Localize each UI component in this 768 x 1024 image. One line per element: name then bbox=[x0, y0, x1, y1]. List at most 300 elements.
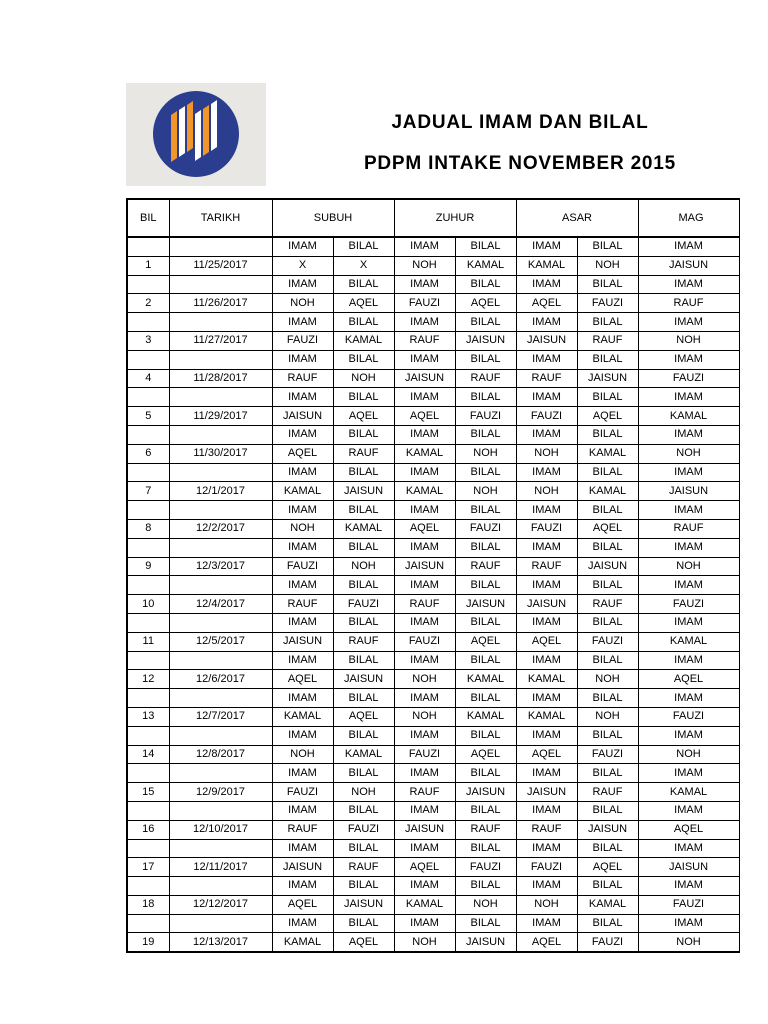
bil-empty-cell bbox=[127, 764, 169, 783]
role-cell: BILAL bbox=[455, 801, 516, 820]
name-cell: JAISUN bbox=[455, 783, 516, 802]
role-row bbox=[127, 689, 739, 708]
name-cell: JAISUN bbox=[455, 933, 516, 952]
role-cell: IMAM bbox=[516, 839, 577, 858]
name-cell: RAUF bbox=[272, 369, 333, 388]
tarikh-cell: 12/6/2017 bbox=[169, 670, 272, 689]
role-row bbox=[127, 613, 739, 632]
name-cell: KAMAL bbox=[455, 670, 516, 689]
table-row bbox=[127, 895, 739, 914]
role-cell: BILAL bbox=[333, 463, 394, 482]
bil-empty-cell bbox=[127, 839, 169, 858]
name-cell: KAMAL bbox=[333, 519, 394, 538]
bil-cell: 9 bbox=[127, 557, 169, 576]
tarikh-empty-cell bbox=[169, 576, 272, 595]
role-cell: BILAL bbox=[577, 801, 638, 820]
bil-cell: 15 bbox=[127, 783, 169, 802]
tarikh-cell: 11/28/2017 bbox=[169, 369, 272, 388]
bil-cell: 13 bbox=[127, 707, 169, 726]
name-cell: NOH bbox=[638, 331, 739, 350]
role-cell: BILAL bbox=[455, 839, 516, 858]
bil-empty-cell bbox=[127, 463, 169, 482]
tarikh-cell: 12/12/2017 bbox=[169, 895, 272, 914]
name-cell: KAMAL bbox=[272, 707, 333, 726]
bil-cell: 19 bbox=[127, 933, 169, 952]
name-cell: JAISUN bbox=[455, 595, 516, 614]
role-cell: IMAM bbox=[272, 576, 333, 595]
role-cell: IMAM bbox=[516, 538, 577, 557]
role-cell: IMAM bbox=[516, 425, 577, 444]
role-cell: IMAM bbox=[394, 839, 455, 858]
role-cell: IMAM bbox=[394, 914, 455, 933]
tarikh-empty-cell bbox=[169, 313, 272, 332]
name-cell: FAUZI bbox=[577, 933, 638, 952]
name-cell: AQEL bbox=[577, 519, 638, 538]
column-header-tarikh: TARIKH bbox=[169, 199, 272, 237]
role-cell: IMAM bbox=[272, 764, 333, 783]
name-cell: JAISUN bbox=[516, 331, 577, 350]
role-cell: BILAL bbox=[333, 726, 394, 745]
role-cell: IMAM bbox=[394, 764, 455, 783]
role-cell: IMAM bbox=[638, 388, 739, 407]
role-cell: IMAM bbox=[516, 463, 577, 482]
institution-logo-icon bbox=[126, 83, 266, 186]
name-cell: RAUF bbox=[516, 369, 577, 388]
bil-cell: 6 bbox=[127, 444, 169, 463]
column-header-maghrib: MAG bbox=[638, 199, 739, 237]
role-row bbox=[127, 877, 739, 896]
role-cell: IMAM bbox=[394, 613, 455, 632]
role-row bbox=[127, 501, 739, 520]
name-cell: JAISUN bbox=[516, 595, 577, 614]
role-cell: IMAM bbox=[272, 726, 333, 745]
bil-cell: 3 bbox=[127, 331, 169, 350]
name-cell: KAMAL bbox=[394, 895, 455, 914]
name-cell: AQEL bbox=[516, 294, 577, 313]
role-cell: IMAM bbox=[516, 501, 577, 520]
bil-cell: 16 bbox=[127, 820, 169, 839]
bil-cell: 12 bbox=[127, 670, 169, 689]
name-cell: NOH bbox=[394, 670, 455, 689]
name-cell: NOH bbox=[577, 256, 638, 275]
bil-empty-cell bbox=[127, 538, 169, 557]
name-cell: RAUF bbox=[272, 595, 333, 614]
name-cell: NOH bbox=[638, 444, 739, 463]
name-cell: AQEL bbox=[333, 707, 394, 726]
role-cell: BILAL bbox=[333, 914, 394, 933]
tarikh-empty-cell bbox=[169, 877, 272, 896]
role-cell: IMAM bbox=[516, 237, 577, 256]
bil-empty-cell bbox=[127, 501, 169, 520]
role-cell: IMAM bbox=[638, 425, 739, 444]
role-cell: IMAM bbox=[272, 801, 333, 820]
role-cell: BILAL bbox=[455, 877, 516, 896]
role-cell: IMAM bbox=[638, 839, 739, 858]
role-cell: IMAM bbox=[516, 801, 577, 820]
role-cell: IMAM bbox=[638, 726, 739, 745]
name-cell: KAMAL bbox=[516, 670, 577, 689]
role-cell: IMAM bbox=[638, 613, 739, 632]
name-cell: FAUZI bbox=[455, 519, 516, 538]
tarikh-cell: 12/11/2017 bbox=[169, 858, 272, 877]
name-cell: FAUZI bbox=[638, 595, 739, 614]
role-row bbox=[127, 463, 739, 482]
name-cell: AQEL bbox=[455, 294, 516, 313]
role-cell: IMAM bbox=[638, 350, 739, 369]
table-row bbox=[127, 331, 739, 350]
name-cell: JAISUN bbox=[333, 670, 394, 689]
column-header-subuh: SUBUH bbox=[272, 199, 394, 237]
name-cell: NOH bbox=[455, 482, 516, 501]
name-cell: RAUF bbox=[394, 331, 455, 350]
role-row bbox=[127, 764, 739, 783]
bil-empty-cell bbox=[127, 237, 169, 256]
name-cell: FAUZI bbox=[272, 557, 333, 576]
name-cell: JAISUN bbox=[577, 820, 638, 839]
table-row bbox=[127, 557, 739, 576]
tarikh-cell: 12/3/2017 bbox=[169, 557, 272, 576]
role-cell: BILAL bbox=[455, 689, 516, 708]
name-cell: RAUF bbox=[638, 294, 739, 313]
bil-cell: 11 bbox=[127, 632, 169, 651]
role-cell: IMAM bbox=[516, 689, 577, 708]
role-cell: BILAL bbox=[455, 613, 516, 632]
name-cell: AQEL bbox=[333, 407, 394, 426]
table-row bbox=[127, 369, 739, 388]
role-row bbox=[127, 313, 739, 332]
role-row bbox=[127, 839, 739, 858]
name-cell: NOH bbox=[333, 369, 394, 388]
role-cell: BILAL bbox=[333, 275, 394, 294]
role-row bbox=[127, 538, 739, 557]
role-cell: BILAL bbox=[333, 501, 394, 520]
name-cell: AQEL bbox=[455, 745, 516, 764]
role-row bbox=[127, 914, 739, 933]
name-cell: RAUF bbox=[455, 557, 516, 576]
tarikh-cell: 11/29/2017 bbox=[169, 407, 272, 426]
role-cell: IMAM bbox=[638, 764, 739, 783]
bil-empty-cell bbox=[127, 425, 169, 444]
role-cell: IMAM bbox=[516, 388, 577, 407]
name-cell: KAMAL bbox=[577, 444, 638, 463]
role-cell: BILAL bbox=[333, 689, 394, 708]
table-row bbox=[127, 783, 739, 802]
name-cell: FAUZI bbox=[638, 369, 739, 388]
role-cell: BILAL bbox=[577, 237, 638, 256]
bil-empty-cell bbox=[127, 275, 169, 294]
tarikh-empty-cell bbox=[169, 914, 272, 933]
name-cell: AQEL bbox=[455, 632, 516, 651]
column-header-bil: BIL bbox=[127, 199, 169, 237]
name-cell: KAMAL bbox=[272, 933, 333, 952]
tarikh-empty-cell bbox=[169, 651, 272, 670]
role-cell: IMAM bbox=[394, 425, 455, 444]
role-row bbox=[127, 350, 739, 369]
role-cell: IMAM bbox=[516, 764, 577, 783]
name-cell: NOH bbox=[638, 933, 739, 952]
role-cell: BILAL bbox=[455, 726, 516, 745]
tarikh-empty-cell bbox=[169, 463, 272, 482]
bil-cell: 5 bbox=[127, 407, 169, 426]
role-cell: IMAM bbox=[394, 313, 455, 332]
tarikh-empty-cell bbox=[169, 237, 272, 256]
role-cell: BILAL bbox=[455, 538, 516, 557]
column-header-zuhur: ZUHUR bbox=[394, 199, 516, 237]
name-cell: NOH bbox=[394, 933, 455, 952]
name-cell: AQEL bbox=[577, 858, 638, 877]
tarikh-cell: 12/1/2017 bbox=[169, 482, 272, 501]
role-cell: BILAL bbox=[577, 726, 638, 745]
name-cell: KAMAL bbox=[394, 444, 455, 463]
role-cell: IMAM bbox=[394, 388, 455, 407]
name-cell: FAUZI bbox=[394, 745, 455, 764]
role-cell: IMAM bbox=[638, 576, 739, 595]
name-cell: FAUZI bbox=[577, 745, 638, 764]
table-row bbox=[127, 858, 739, 877]
name-cell: KAMAL bbox=[455, 707, 516, 726]
name-cell: RAUF bbox=[333, 858, 394, 877]
role-cell: IMAM bbox=[516, 726, 577, 745]
bil-empty-cell bbox=[127, 877, 169, 896]
role-cell: BILAL bbox=[455, 275, 516, 294]
role-cell: BILAL bbox=[333, 613, 394, 632]
role-cell: IMAM bbox=[272, 237, 333, 256]
name-cell: X bbox=[272, 256, 333, 275]
role-cell: IMAM bbox=[272, 839, 333, 858]
role-cell: BILAL bbox=[455, 501, 516, 520]
tarikh-empty-cell bbox=[169, 388, 272, 407]
role-cell: BILAL bbox=[577, 275, 638, 294]
role-cell: BILAL bbox=[333, 839, 394, 858]
name-cell: JAISUN bbox=[272, 858, 333, 877]
name-cell: RAUF bbox=[394, 595, 455, 614]
bil-cell: 7 bbox=[127, 482, 169, 501]
role-cell: IMAM bbox=[272, 388, 333, 407]
name-cell: AQEL bbox=[638, 670, 739, 689]
role-cell: IMAM bbox=[516, 275, 577, 294]
document-title: JADUAL IMAM DAN BILAL bbox=[391, 112, 649, 133]
role-row bbox=[127, 425, 739, 444]
name-cell: RAUF bbox=[577, 331, 638, 350]
tarikh-empty-cell bbox=[169, 501, 272, 520]
name-cell: KAMAL bbox=[272, 482, 333, 501]
role-cell: BILAL bbox=[577, 576, 638, 595]
role-cell: BILAL bbox=[577, 425, 638, 444]
name-cell: NOH bbox=[272, 294, 333, 313]
column-header-asar: ASAR bbox=[516, 199, 638, 237]
bil-empty-cell bbox=[127, 613, 169, 632]
tarikh-cell: 11/26/2017 bbox=[169, 294, 272, 313]
role-cell: BILAL bbox=[455, 350, 516, 369]
role-cell: IMAM bbox=[394, 877, 455, 896]
role-cell: IMAM bbox=[394, 501, 455, 520]
table-row bbox=[127, 595, 739, 614]
role-cell: IMAM bbox=[394, 350, 455, 369]
bil-empty-cell bbox=[127, 801, 169, 820]
name-cell: KAMAL bbox=[333, 331, 394, 350]
name-cell: KAMAL bbox=[394, 482, 455, 501]
role-cell: BILAL bbox=[577, 463, 638, 482]
name-cell: NOH bbox=[394, 256, 455, 275]
name-cell: NOH bbox=[394, 707, 455, 726]
bil-empty-cell bbox=[127, 313, 169, 332]
schedule-table-wrapper bbox=[126, 198, 709, 953]
name-cell: NOH bbox=[272, 745, 333, 764]
name-cell: AQEL bbox=[394, 407, 455, 426]
role-cell: BILAL bbox=[577, 914, 638, 933]
role-cell: IMAM bbox=[272, 313, 333, 332]
name-cell: JAISUN bbox=[638, 482, 739, 501]
role-cell: BILAL bbox=[333, 425, 394, 444]
name-cell: FAUZI bbox=[272, 783, 333, 802]
name-cell: JAISUN bbox=[638, 858, 739, 877]
bil-empty-cell bbox=[127, 914, 169, 933]
bil-empty-cell bbox=[127, 576, 169, 595]
role-cell: IMAM bbox=[272, 350, 333, 369]
name-cell: FAUZI bbox=[638, 895, 739, 914]
role-row bbox=[127, 388, 739, 407]
tarikh-empty-cell bbox=[169, 538, 272, 557]
name-cell: FAUZI bbox=[638, 707, 739, 726]
bil-empty-cell bbox=[127, 350, 169, 369]
table-row bbox=[127, 670, 739, 689]
tarikh-cell: 12/4/2017 bbox=[169, 595, 272, 614]
name-cell: NOH bbox=[577, 707, 638, 726]
role-cell: IMAM bbox=[516, 651, 577, 670]
role-cell: BILAL bbox=[455, 313, 516, 332]
name-cell: KAMAL bbox=[577, 895, 638, 914]
role-cell: BILAL bbox=[577, 388, 638, 407]
role-cell: BILAL bbox=[577, 613, 638, 632]
name-cell: AQEL bbox=[516, 632, 577, 651]
name-cell: JAISUN bbox=[516, 783, 577, 802]
table-row bbox=[127, 256, 739, 275]
role-cell: BILAL bbox=[333, 350, 394, 369]
role-row bbox=[127, 275, 739, 294]
name-cell: RAUF bbox=[455, 369, 516, 388]
name-cell: NOH bbox=[638, 745, 739, 764]
name-cell: AQEL bbox=[577, 407, 638, 426]
role-cell: IMAM bbox=[516, 613, 577, 632]
schedule-table bbox=[126, 198, 740, 953]
name-cell: KAMAL bbox=[638, 407, 739, 426]
name-cell: FAUZI bbox=[394, 632, 455, 651]
tarikh-empty-cell bbox=[169, 839, 272, 858]
table-row bbox=[127, 745, 739, 764]
role-cell: IMAM bbox=[638, 237, 739, 256]
tarikh-empty-cell bbox=[169, 801, 272, 820]
name-cell: JAISUN bbox=[394, 369, 455, 388]
name-cell: FAUZI bbox=[272, 331, 333, 350]
role-cell: BILAL bbox=[577, 313, 638, 332]
tarikh-empty-cell bbox=[169, 425, 272, 444]
name-cell: NOH bbox=[272, 519, 333, 538]
name-cell: AQEL bbox=[272, 670, 333, 689]
role-cell: IMAM bbox=[394, 651, 455, 670]
role-cell: IMAM bbox=[638, 538, 739, 557]
role-cell: BILAL bbox=[577, 764, 638, 783]
role-cell: IMAM bbox=[272, 651, 333, 670]
role-cell: IMAM bbox=[272, 463, 333, 482]
name-cell: FAUZI bbox=[455, 407, 516, 426]
role-cell: BILAL bbox=[333, 388, 394, 407]
role-cell: IMAM bbox=[638, 689, 739, 708]
role-cell: IMAM bbox=[272, 689, 333, 708]
name-cell: JAISUN bbox=[394, 557, 455, 576]
name-cell: NOH bbox=[455, 444, 516, 463]
tarikh-cell: 11/27/2017 bbox=[169, 331, 272, 350]
name-cell: NOH bbox=[455, 895, 516, 914]
name-cell: FAUZI bbox=[516, 519, 577, 538]
role-cell: IMAM bbox=[394, 538, 455, 557]
role-cell: IMAM bbox=[272, 914, 333, 933]
role-cell: BILAL bbox=[333, 237, 394, 256]
role-cell: BILAL bbox=[577, 538, 638, 557]
role-cell: IMAM bbox=[638, 877, 739, 896]
role-cell: IMAM bbox=[638, 463, 739, 482]
bil-cell: 10 bbox=[127, 595, 169, 614]
bil-cell: 2 bbox=[127, 294, 169, 313]
name-cell: AQEL bbox=[516, 745, 577, 764]
role-cell: IMAM bbox=[516, 350, 577, 369]
role-cell: IMAM bbox=[394, 726, 455, 745]
table-row bbox=[127, 294, 739, 313]
tarikh-empty-cell bbox=[169, 275, 272, 294]
role-cell: IMAM bbox=[272, 877, 333, 896]
role-cell: IMAM bbox=[272, 613, 333, 632]
bil-empty-cell bbox=[127, 689, 169, 708]
name-cell: JAISUN bbox=[333, 895, 394, 914]
table-row bbox=[127, 820, 739, 839]
role-row bbox=[127, 576, 739, 595]
name-cell: FAUZI bbox=[333, 595, 394, 614]
name-cell: JAISUN bbox=[577, 369, 638, 388]
name-cell: JAISUN bbox=[455, 331, 516, 350]
name-cell: RAUF bbox=[516, 820, 577, 839]
table-row bbox=[127, 707, 739, 726]
name-cell: AQEL bbox=[272, 895, 333, 914]
role-cell: IMAM bbox=[638, 801, 739, 820]
role-row bbox=[127, 651, 739, 670]
name-cell: KAMAL bbox=[516, 707, 577, 726]
role-cell: IMAM bbox=[516, 313, 577, 332]
role-cell: BILAL bbox=[333, 764, 394, 783]
name-cell: NOH bbox=[577, 670, 638, 689]
tarikh-empty-cell bbox=[169, 764, 272, 783]
bil-empty-cell bbox=[127, 726, 169, 745]
schedule-table-body bbox=[127, 199, 739, 952]
role-cell: BILAL bbox=[455, 463, 516, 482]
role-cell: IMAM bbox=[394, 463, 455, 482]
role-row bbox=[127, 237, 739, 256]
role-cell: BILAL bbox=[455, 651, 516, 670]
role-cell: IMAM bbox=[516, 914, 577, 933]
role-cell: BILAL bbox=[333, 651, 394, 670]
bil-cell: 1 bbox=[127, 256, 169, 275]
tarikh-empty-cell bbox=[169, 726, 272, 745]
name-cell: KAMAL bbox=[577, 482, 638, 501]
table-row bbox=[127, 482, 739, 501]
tarikh-cell: 12/9/2017 bbox=[169, 783, 272, 802]
tarikh-cell: 12/13/2017 bbox=[169, 933, 272, 952]
name-cell: JAISUN bbox=[272, 632, 333, 651]
role-cell: IMAM bbox=[394, 237, 455, 256]
name-cell: NOH bbox=[333, 783, 394, 802]
tarikh-empty-cell bbox=[169, 689, 272, 708]
name-cell: AQEL bbox=[333, 294, 394, 313]
table-row bbox=[127, 444, 739, 463]
name-cell: AQEL bbox=[394, 858, 455, 877]
